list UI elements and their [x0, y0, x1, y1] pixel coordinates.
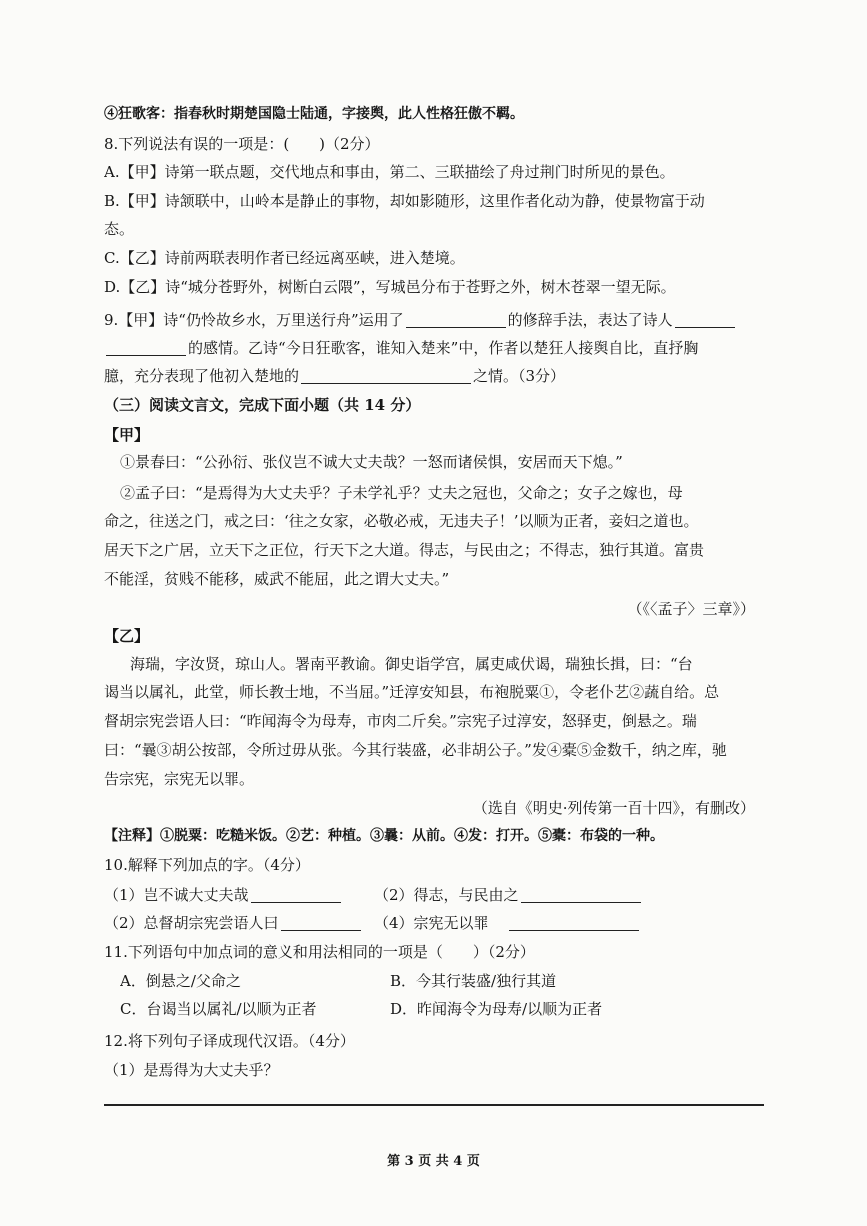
q11-option-a: A．倒悬之/父命之	[120, 972, 241, 990]
q11-option-d: D．昨闻海令为母寿/以顺为正者	[390, 1000, 603, 1018]
q11-option-b: B．今其行装盛/独行其道	[390, 972, 557, 990]
q8-option-b-line1: B.【甲】诗颔联中，山岭本是静止的事物，却如影随形，这里作者化动为静，使景物富于动	[104, 192, 705, 210]
q11-row1	[120, 971, 780, 991]
q9-blank-1[interactable]	[406, 311, 506, 328]
q9-line2: 的感情。乙诗“今日狂歌客，谁知入楚来”中，作者以楚狂人接舆自比，直抒胸	[104, 338, 764, 358]
q10-blank-3[interactable]	[281, 914, 361, 931]
passage-jia-label: 【甲】	[104, 426, 150, 444]
passage-jia-line2: ②孟子曰：“是焉得为大丈夫乎？子未学礼乎？丈夫之冠也，父命之；女子之嫁也，母	[120, 484, 683, 502]
q8-option-b-line2: 态。	[104, 220, 135, 238]
passage-jia-line1: ①景春曰：“公孙衍、张仪岂不诚大丈夫哉？一怒而诸侯惧，安居而天下熄。”	[120, 453, 623, 471]
passage-jia-source: （《〈孟子〉三章》）	[627, 600, 755, 618]
passage-yi-label: 【乙】	[104, 627, 150, 645]
passage-jia-line5: 不能淫，贫贱不能移，威武不能屈，此之谓大丈夫。”	[104, 570, 450, 588]
q9-blank-2a[interactable]	[675, 311, 735, 328]
page-number: 第 3 页 共 4 页	[387, 1154, 480, 1169]
passage-yi-line1: 海瑞，字汝贤，琼山人。署南平教谕。御史诣学宫，属吏咸伏谒，瑞独长揖，曰：“台	[130, 655, 693, 673]
q8-option-a: A.【甲】诗第一联点题，交代地点和事由，第二、三联描绘了舟过荆门时所见的景色。	[104, 163, 675, 181]
passage-yi-line4: 曰：“曩③胡公按部，令所过毋从张。今其行装盛，必非胡公子。”发④橐⑤金数千，纳之库，驰	[104, 741, 727, 759]
q10-blank-2[interactable]	[521, 886, 641, 903]
passage-jia-line3: 命之，往送之门，戒之曰：‘往之女家，必敬必戒，无违夫子！’以顺为正者，妾妇之道也。	[104, 512, 699, 530]
q9-blank-2b[interactable]	[106, 339, 186, 356]
q8-option-c: C.【乙】诗前两联表明作者已经远离巫峡，进入楚境。	[104, 249, 465, 267]
q10-blank-4[interactable]	[509, 914, 639, 931]
q9-line3: 臆，充分表现了他初入楚地的 之情。（3分）	[104, 367, 566, 385]
q10-blank-1[interactable]	[251, 886, 341, 903]
q8-stem: 8.下列说法有误的一项是：( )（2分）	[104, 135, 380, 153]
footnote-4: ④狂歌客：指春秋时期楚国隐士陆通，字接舆，此人性格狂傲不羁。	[104, 106, 524, 122]
q11-row2	[120, 999, 780, 1019]
passage-yi-line2: 谒当以属礼，此堂，师长教士地，不当屈。”迁淳安知县，布袍脱粟①，令老仆艺②蔬自给。总	[104, 683, 720, 701]
q11-option-c: C．台谒当以属礼/以顺为正者	[120, 1000, 317, 1018]
annotations: 【注释】①脱粟：吃糙米饭。②艺：种植。③曩：从前。④发：打开。⑤橐：布袋的一种。	[104, 828, 664, 844]
passage-yi-line3: 督胡宗宪尝语人曰：“昨闻海令为母寿，市肉二斤矣。”宗宪子过淳安，怒驿吏，倒悬之。瑞	[104, 712, 697, 730]
q12-stem: 12.将下列句子译成现代汉语。（4分）	[104, 1032, 355, 1050]
q10-row2: （2）总督胡宗宪尝语人曰 （4）宗宪无以罪	[104, 913, 764, 933]
q8-option-d: D.【乙】诗“城分苍野外，树断白云隈”，写城邑分布于苍野之外，树木苍翠一望无际。	[104, 278, 676, 296]
q11-stem: 11.下列语句中加点词的意义和用法相同的一项是（ ）（2分）	[104, 943, 535, 961]
answer-divider	[104, 1104, 764, 1106]
passage-jia-line4: 居天下之广居，立天下之正位，行天下之大道。得志，与民由之；不得志，独行其道。富贵	[104, 541, 705, 559]
q10-row1: （1）岂不诚大丈夫哉 （2）得志，与民由之	[104, 885, 764, 905]
passage-yi-line5: 告宗宪，宗宪无以罪。	[104, 770, 255, 788]
q9-blank-3[interactable]	[301, 367, 471, 384]
q12-item1: （1）是焉得为大丈夫乎？	[104, 1061, 279, 1079]
q9-line1: 9.【甲】诗“仍怜故乡水，万里送行舟”运用了 的修辞手法，表达了诗人	[104, 310, 764, 330]
q10-stem: 10.解释下列加点的字。（4分）	[104, 856, 310, 874]
section-3-heading: （三）阅读文言文，完成下面小题（共 14 分）	[104, 396, 421, 414]
passage-yi-source: （选自《明史·列传第一百十四》，有删改）	[472, 799, 755, 817]
